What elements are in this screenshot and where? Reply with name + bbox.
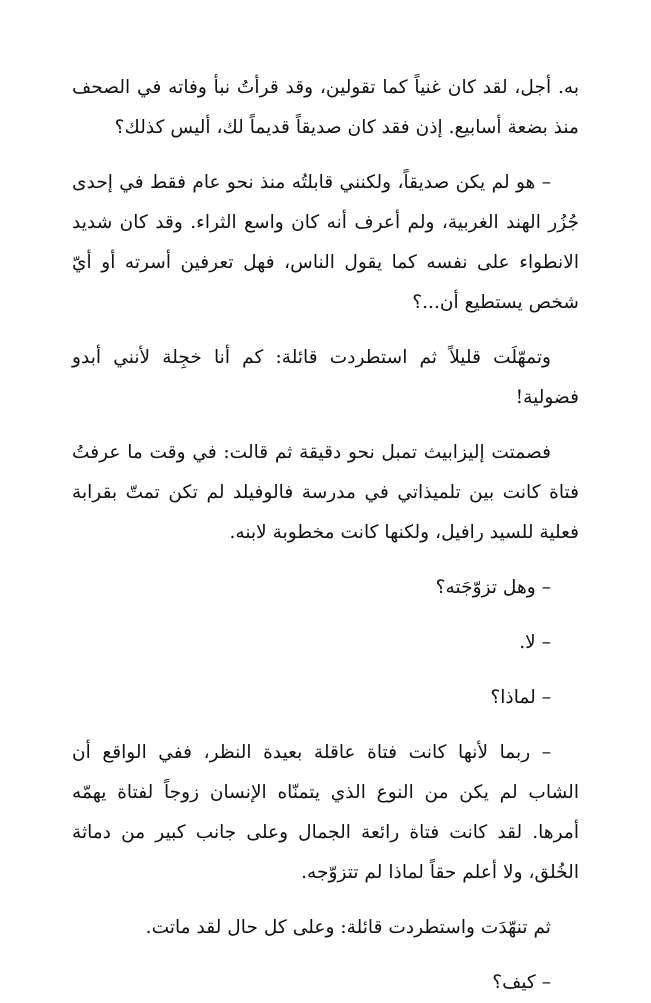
dialogue-line-1: – وهل تزوّجَته؟ <box>435 577 551 598</box>
paragraph-2: – هو لم يكن صديقاً، ولكنني قابلتُه منذ نحو عام فقط في إحدى جُزُر الهند الغربية، ولم أعرف أنه كان واسع الثراء. وقد كان شديد الانطواء على نفسه كما يقول الناس، فهل تعرفين أسرته أو أيّ شخص يستطيع أن...؟ <box>72 172 579 313</box>
dialogue-line-2: – لا. <box>519 632 551 653</box>
paragraph-5: – ربما لأنها كانت فتاة عاقلة بعيدة النظر، ففي الواقع أن الشاب لم يكن من النوع الذي يتمنّاه الإنسان زوجاً لفتاة يهمّه أمرها. لقد كانت فتاة رائعة الجمال وعلى جانب كبير من دماثة الخُلق، ولا أعلم حقاً لماذا لم تتزوّجه. <box>72 742 579 883</box>
paragraph-1: به. أجل، لقد كان غنياً كما تقولين، وقد قرأتُ نبأ وفاته في الصحف منذ بضعة أسابيع. إذن فقد كان صديقاً قديماً لك، أليس كذلك؟ <box>72 77 579 138</box>
paragraph-6: ثم تنهّدَت واستطردت قائلة: وعلى كل حال لقد ماتت. <box>145 917 551 938</box>
dialogue-line-4: – كيف؟ <box>492 972 551 993</box>
paragraph-3: وتمهّلَت قليلاً ثم استطردت قائلة: كم أنا خجِلة لأنني أبدو فضولية! <box>72 347 579 408</box>
dialogue-line-3: – لماذا؟ <box>490 687 551 708</box>
paragraph-4: فصمتت إليزابيث تمبل نحو دقيقة ثم قالت: في وقت ما عرفتُ فتاة كانت بين تلميذاتي في مدرسة فالوفيلد لم تكن تمتّ بقرابة فعلية للسيد رافيل، ولكنها كانت مخطوبة لابنه. <box>72 442 579 543</box>
